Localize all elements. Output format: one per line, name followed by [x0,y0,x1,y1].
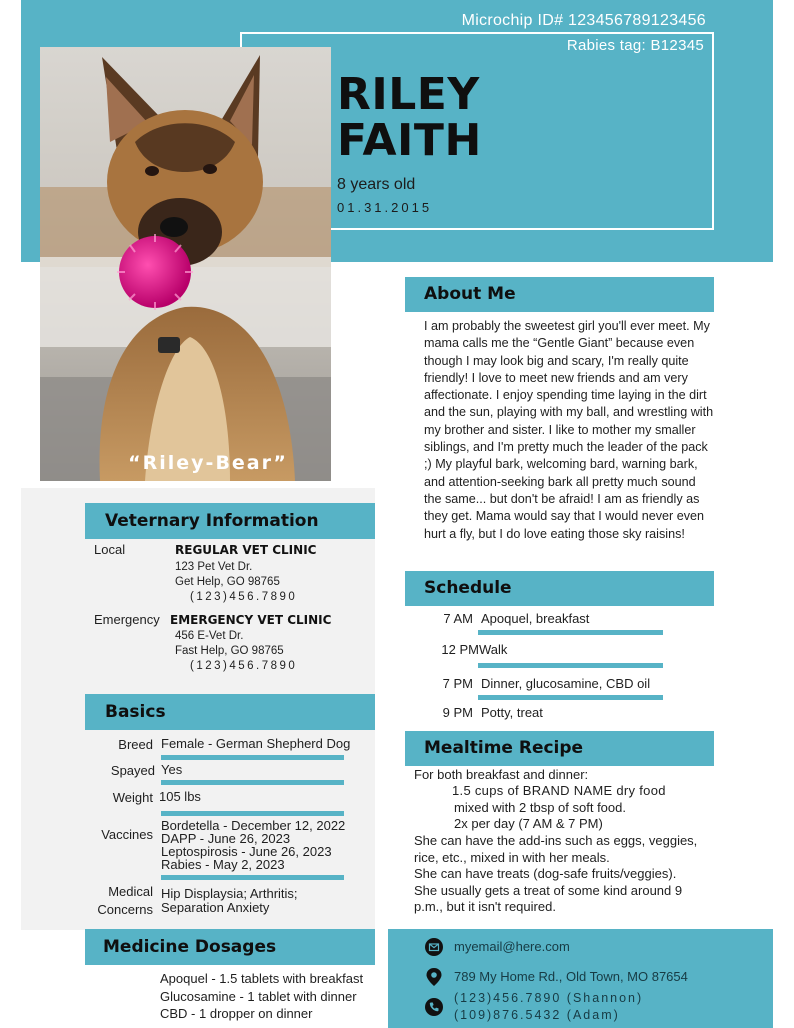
medical-value-line1: Hip Displaysia; Arthritis; [161,886,298,901]
schedule-time: 9 PM [442,705,473,720]
nickname: “Riley-Bear” [128,452,288,474]
medicine-item: CBD - 1 dropper on dinner [160,1006,313,1021]
vet-emergency-phone: (123)456.7890 [190,660,298,672]
breed-value: Female - German Shepherd Dog [161,736,351,751]
contact-email[interactable]: myemail@here.com [454,939,570,954]
vet-section-header: Veternary Information [85,503,375,539]
vet-emergency-address2: Fast Help, GO 98765 [175,645,284,657]
weight-rule [161,811,344,816]
vet-emergency-name: EMERGENCY VET CLINIC [170,613,332,627]
spayed-rule [161,780,344,785]
schedule-task: Apoquel, breakfast [481,611,590,626]
vet-emergency-address1: 456 E-Vet Dr. [175,630,244,642]
vaccines-label: Vaccines [101,827,153,842]
vet-local-name: REGULAR VET CLINIC [175,543,317,557]
microchip-id: Microchip ID# 123456789123456 [461,12,706,29]
rabies-tag: Rabies tag: B12345 [566,37,704,54]
meal-step-1: 1.5 cups of BRAND NAME dry food [452,783,666,798]
pet-name [337,69,482,166]
map-pin-icon [425,967,443,987]
vaccine-bordetella: Bordetella - December 12, 2022 [161,818,346,833]
schedule-task: Potty, treat [481,705,543,720]
meal-addins-1: She can have the add-ins such as eggs, veggies, [414,833,698,848]
about-text: I am probably the sweetest girl you'll ever meet. My mama calls me the “Gentle Giant” because even though I may look big and scary, I'm really quite friendly! I love to meet new friends and am very affectionate. I enjoy spending time laying in the dirt and the sun, playing with my ball, and wrestling with my brother and sister. I like to mother my smaller siblings, and I'm pretty much the leader of the pack ;) My playful bark, welcoming bard, warning bark, and attention-seeking bark all pretty much sound the same... but don't be afraid! I am as friendly as they get. Mama would say that I would never even hurt a fly, but I do love eating those sky raisins! [424,319,714,541]
pet-name-last: FAITH [337,115,482,166]
vaccines-list [161,819,345,871]
medicine-item: Glucosamine - 1 tablet with dinner [160,989,357,1004]
weight-label: Weight [112,790,153,805]
medical-value-line2: Separation Anxiety [161,900,270,915]
mealtime-section-header: Mealtime Recipe [405,731,714,766]
meal-treats-3: p.m., but it isn't required. [414,899,556,914]
vet-emergency-label: Emergency [94,612,160,627]
about-section-header: About Me [405,277,714,312]
vaccine-rabies: Rabies - May 2, 2023 [161,857,285,872]
schedule-time: 7 AM [443,611,473,626]
breed-label: Breed [118,737,153,752]
pet-age: 8 years old [337,176,416,193]
medical-label-line2: Concerns [97,902,153,917]
vaccine-leptospirosis: Leptospirosis - June 26, 2023 [161,844,332,859]
meal-treats-1: She can have treats (dog-safe fruits/veggies). [414,866,677,881]
dog-illustration [40,47,331,481]
vet-local-address1: 123 Pet Vet Dr. [175,561,253,573]
phone-icon [425,998,443,1016]
medical-label-line1: Medical [108,884,153,899]
schedule-task: Dinner, glucosamine, CBD oil [481,676,651,691]
meal-step-2: mixed with 2 tbsp of soft food. [454,800,626,815]
pet-dob: 01.31.2015 [337,200,433,215]
meal-step-3: 2x per day (7 AM & 7 PM) [454,816,603,831]
dog-photo [40,47,331,481]
contact-phone-2[interactable]: (109)876.5432 (Adam) [454,1008,620,1022]
vet-local-address2: Get Help, GO 98765 [175,576,280,588]
spayed-value: Yes [161,762,183,777]
medicine-section-header: Medicine Dosages [85,929,375,965]
pet-name-first: RILEY [337,69,480,120]
contact-phone-1[interactable]: (123)456.7890 (Shannon) [454,991,644,1005]
schedule-time: 7 PM [442,676,473,691]
envelope-icon [425,938,443,956]
vaccine-dapp: DAPP - June 26, 2023 [161,831,291,846]
schedule-rule [478,663,663,668]
meal-treats-2: She usually gets a treat of some kind around 9 [414,883,683,898]
vet-local-label: Local [94,542,126,557]
spayed-label: Spayed [110,763,155,778]
breed-rule [161,755,344,760]
schedule-task: Walk [479,642,508,657]
vaccines-rule [161,875,344,880]
medicine-item: Apoquel - 1.5 tablets with breakfast [160,971,364,986]
contact-address: 789 My Home Rd., Old Town, MO 87654 [454,969,688,984]
vet-local-phone: (123)456.7890 [190,591,298,603]
schedule-rule [478,695,663,700]
basics-section-header: Basics [85,694,375,730]
schedule-rule [478,630,663,635]
meal-addins-2: rice, etc., mixed in with her meals. [414,850,610,865]
weight-value: 105 lbs [159,789,201,804]
schedule-time: 12 PM [441,642,479,657]
meal-intro: For both breakfast and dinner: [414,767,589,782]
schedule-section-header: Schedule [405,571,714,606]
